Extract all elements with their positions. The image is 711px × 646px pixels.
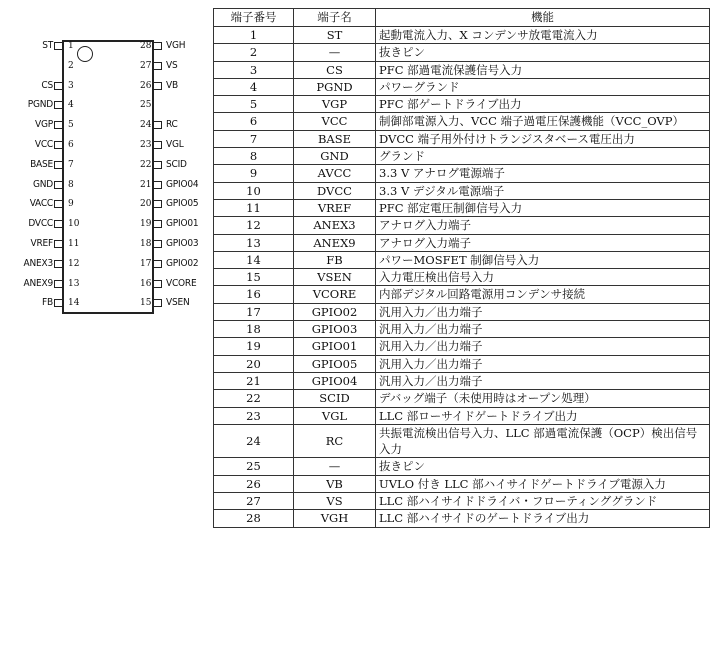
pin-name-cell: — — [294, 44, 376, 61]
right-pin — [0, 137, 212, 153]
pin-number-cell: 21 — [214, 372, 294, 389]
pin-function-cell: アナログ入力端子 — [376, 217, 710, 234]
pin-lead — [154, 161, 162, 169]
pin-lead — [154, 200, 162, 208]
pin-number-cell: 6 — [214, 113, 294, 130]
table-row — [214, 372, 710, 389]
pin-label: RC — [166, 119, 178, 131]
pin-number: 13 — [68, 278, 80, 289]
pin-name-cell: VS — [294, 493, 376, 510]
pin-name-cell: GPIO04 — [294, 372, 376, 389]
pin-lead — [154, 181, 162, 189]
pin-number: 4 — [68, 100, 74, 111]
right-pin — [0, 177, 212, 193]
pin-number-cell: 17 — [214, 303, 294, 320]
pin-number-cell: 26 — [214, 475, 294, 492]
pin-function-cell: 汎用入力／出力端子 — [376, 321, 710, 338]
pin-lead — [154, 62, 162, 70]
pin-lead — [154, 299, 162, 307]
pin-lead — [154, 280, 162, 288]
pin-function-cell: 3.3 V デジタル電源端子 — [376, 182, 710, 199]
pin-label: GPIO01 — [166, 218, 199, 230]
right-pin — [0, 58, 212, 74]
right-pin — [0, 276, 212, 292]
table-row — [214, 251, 710, 268]
pin-function-cell: LLC 部ローサイドゲートドライブ出力 — [376, 407, 710, 424]
pin-label: DVCC — [28, 218, 53, 230]
pin-number: 26 — [140, 80, 152, 91]
pin-number-cell: 23 — [214, 407, 294, 424]
pin-label: CS — [41, 79, 53, 91]
table-body — [214, 27, 710, 528]
right-pin — [0, 38, 212, 54]
table-row — [214, 424, 710, 458]
pin-label: VGP — [35, 119, 53, 131]
table-row — [214, 148, 710, 165]
pin-label: ANEX3 — [23, 257, 53, 269]
pin-label: VGL — [166, 139, 184, 150]
pin-number: 11 — [68, 239, 80, 249]
pin-function-cell: アナログ入力端子 — [376, 234, 710, 251]
right-pin — [0, 78, 212, 94]
pin-function-cell: グランド — [376, 148, 710, 165]
pin-lead — [154, 260, 162, 268]
pin-label: BASE — [30, 158, 53, 170]
pin-function-cell: 汎用入力／出力端子 — [376, 303, 710, 320]
pin-number-cell: 18 — [214, 321, 294, 338]
pin-name-cell: FB — [294, 251, 376, 268]
right-pin — [0, 196, 212, 212]
pin-lead — [154, 121, 162, 129]
table-row — [214, 199, 710, 216]
table-row — [214, 338, 710, 355]
pin-label: VACC — [29, 198, 53, 210]
header-function: 機能 — [376, 9, 710, 27]
pin-function-cell: LLC 部ハイサイドのゲートドライブ出力 — [376, 510, 710, 527]
pin-number: 20 — [140, 199, 152, 210]
pin-name-cell: GPIO01 — [294, 338, 376, 355]
table-row — [214, 321, 710, 338]
pin-number-cell: 11 — [214, 199, 294, 216]
pin-name-cell: — — [294, 458, 376, 475]
pin-label: GPIO05 — [166, 198, 199, 210]
pin-name-cell: CS — [294, 61, 376, 78]
pin-label: VSEN — [166, 297, 190, 309]
pin-name-cell: VGH — [294, 510, 376, 527]
table-row — [214, 78, 710, 95]
table-row — [214, 61, 710, 78]
table-row — [214, 458, 710, 475]
pin-number: 2 — [68, 60, 74, 71]
pin-name-cell: DVCC — [294, 182, 376, 199]
pin-number: 21 — [140, 179, 152, 190]
pin-lead — [154, 240, 162, 248]
pin-label: GPIO04 — [166, 178, 199, 190]
pin-number: 6 — [68, 140, 74, 150]
pin-function-cell: 汎用入力／出力端子 — [376, 355, 710, 372]
pin-lead — [154, 42, 162, 50]
pin-lead — [154, 141, 162, 149]
pin-function-cell: PFC 部ゲートドライブ出力 — [376, 96, 710, 113]
pin-name-cell: VGL — [294, 407, 376, 424]
pin-number: 1 — [68, 41, 74, 51]
pin-number: 17 — [140, 258, 152, 269]
table-header — [214, 9, 710, 27]
pin-label: GPIO03 — [166, 238, 199, 249]
pin-number-cell: 27 — [214, 493, 294, 510]
pin-function-cell: 起動電流入力、X コンデンサ放電電流入力 — [376, 27, 710, 44]
pin-label: PGND — [27, 99, 53, 111]
header-row — [214, 9, 710, 27]
right-pin — [0, 295, 212, 311]
pin-label: ANEX9 — [23, 277, 53, 289]
pin-number: 7 — [68, 159, 74, 170]
pin-name-cell: VCORE — [294, 286, 376, 303]
header-pin-name: 端子名 — [294, 9, 376, 27]
pin-function-cell: 抜きピン — [376, 44, 710, 61]
pin-label: VS — [166, 59, 178, 71]
ic-pinout-diagram — [0, 0, 212, 330]
pin-function-cell: PFC 部定電圧制御信号入力 — [376, 199, 710, 216]
table-row — [214, 182, 710, 199]
table-row — [214, 27, 710, 44]
table-row — [214, 286, 710, 303]
pin-number-cell: 7 — [214, 130, 294, 147]
pin-number-cell: 14 — [214, 251, 294, 268]
pin-name-cell: RC — [294, 424, 376, 458]
pin-number-cell: 25 — [214, 458, 294, 475]
pin-number: 12 — [68, 258, 80, 269]
pin-number: 22 — [140, 159, 152, 170]
right-pin — [0, 157, 212, 173]
pin-number-cell: 15 — [214, 269, 294, 286]
table-row — [214, 113, 710, 130]
pin-number-cell: 22 — [214, 390, 294, 407]
pin-name-cell: AVCC — [294, 165, 376, 182]
pin-function-cell: 汎用入力／出力端子 — [376, 338, 710, 355]
table-row — [214, 165, 710, 182]
table-row — [214, 475, 710, 492]
pin-function-cell: パワーMOSFET 制御信号入力 — [376, 251, 710, 268]
table-row — [214, 303, 710, 320]
pin-label: VGH — [166, 40, 186, 51]
pin-number-cell: 3 — [214, 61, 294, 78]
pin-function-cell: 共振電流検出信号入力、LLC 部過電流保護（OCP）検出信号入力 — [376, 424, 710, 458]
pin-number: 15 — [140, 298, 152, 309]
table-row — [214, 130, 710, 147]
pin-number-cell: 13 — [214, 234, 294, 251]
pin-function-cell: 抜きピン — [376, 458, 710, 475]
table-row — [214, 269, 710, 286]
pin-lead — [154, 220, 162, 228]
table-row — [214, 217, 710, 234]
table-row — [214, 407, 710, 424]
pin-function-cell: PFC 部過電流保護信号入力 — [376, 61, 710, 78]
pin-number-cell: 4 — [214, 78, 294, 95]
pin-function-cell: UVLO 付き LLC 部ハイサイドゲートドライブ電源入力 — [376, 475, 710, 492]
pin-number: 23 — [140, 140, 152, 150]
table-row — [214, 44, 710, 61]
pin-number-cell: 19 — [214, 338, 294, 355]
pin-name-cell: ST — [294, 27, 376, 44]
pin-label: VCORE — [166, 277, 197, 289]
pin-function-cell: 入力電圧検出信号入力 — [376, 269, 710, 286]
pin-name-cell: SCID — [294, 390, 376, 407]
table-row — [214, 510, 710, 527]
pin-name-cell: PGND — [294, 78, 376, 95]
pin-number-cell: 9 — [214, 165, 294, 182]
pin-name-cell: ANEX3 — [294, 217, 376, 234]
pin-number-cell: 20 — [214, 355, 294, 372]
pin-function-cell: 3.3 V アナログ電源端子 — [376, 165, 710, 182]
pin-function-cell: 内部デジタル回路電源用コンデンサ接続 — [376, 286, 710, 303]
pin-number: 9 — [68, 199, 74, 210]
table-row — [214, 96, 710, 113]
pin-function-cell: LLC 部ハイサイドドライバ・フローティンググランド — [376, 493, 710, 510]
pin-lead — [154, 82, 162, 90]
pin-number: 10 — [68, 219, 80, 230]
pin-number-cell: 10 — [214, 182, 294, 199]
pin-number-cell: 2 — [214, 44, 294, 61]
pin-name-cell: VB — [294, 475, 376, 492]
pin-name-cell: VGP — [294, 96, 376, 113]
pin-name-cell: GPIO05 — [294, 355, 376, 372]
pin-number-cell: 28 — [214, 510, 294, 527]
pin-number: 14 — [68, 298, 80, 309]
table-row — [214, 390, 710, 407]
pin-function-cell: デバッグ端子（未使用時はオープン処理） — [376, 390, 710, 407]
pin-name-cell: VSEN — [294, 269, 376, 286]
pin-function-cell: DVCC 端子用外付けトランジスタベース電圧出力 — [376, 130, 710, 147]
pin-label: VCC — [34, 139, 53, 150]
pin-number: 28 — [140, 41, 152, 51]
right-pin — [0, 117, 212, 133]
right-pin — [0, 236, 212, 252]
pin-number-cell: 5 — [214, 96, 294, 113]
pin-name-cell: GPIO02 — [294, 303, 376, 320]
right-pin — [0, 256, 212, 272]
pin-label: VREF — [30, 238, 53, 249]
right-pin — [0, 97, 212, 113]
pin-number-cell: 8 — [214, 148, 294, 165]
pin-function-cell: 制御部電源入力、VCC 端子過電圧保護機能（VCC_OVP） — [376, 113, 710, 130]
table-row — [214, 493, 710, 510]
pin-label: ST — [42, 40, 53, 51]
pin-label: FB — [42, 297, 53, 309]
pin-name-cell: VCC — [294, 113, 376, 130]
pin-number: 19 — [140, 219, 152, 230]
pin-number: 8 — [68, 179, 74, 190]
pin-name-cell: VREF — [294, 199, 376, 216]
pin-label: VB — [166, 79, 178, 91]
pin-number: 3 — [68, 80, 74, 91]
pin-function-table — [213, 8, 710, 528]
pin-number-cell: 1 — [214, 27, 294, 44]
pin-name-cell: GND — [294, 148, 376, 165]
pin-label: SCID — [166, 158, 187, 170]
pin-number-cell: 16 — [214, 286, 294, 303]
pin-number: 16 — [140, 278, 152, 289]
pin-number: 27 — [140, 60, 152, 71]
pin-name-cell: BASE — [294, 130, 376, 147]
pin-function-cell: 汎用入力／出力端子 — [376, 372, 710, 389]
header-pin-number: 端子番号 — [214, 9, 294, 27]
pin-number: 25 — [140, 100, 152, 111]
pin-number: 24 — [140, 120, 152, 131]
pin-number-cell: 12 — [214, 217, 294, 234]
pin-name-cell: ANEX9 — [294, 234, 376, 251]
pin-label: GPIO02 — [166, 257, 199, 269]
pin-number-cell: 24 — [214, 424, 294, 458]
pin-label: GND — [32, 178, 53, 190]
pin-name-cell: GPIO03 — [294, 321, 376, 338]
right-pin — [0, 216, 212, 232]
pin-number: 18 — [140, 239, 152, 249]
pin-function-cell: パワーグランド — [376, 78, 710, 95]
table-row — [214, 355, 710, 372]
table-row — [214, 234, 710, 251]
pin-number: 5 — [68, 120, 74, 131]
